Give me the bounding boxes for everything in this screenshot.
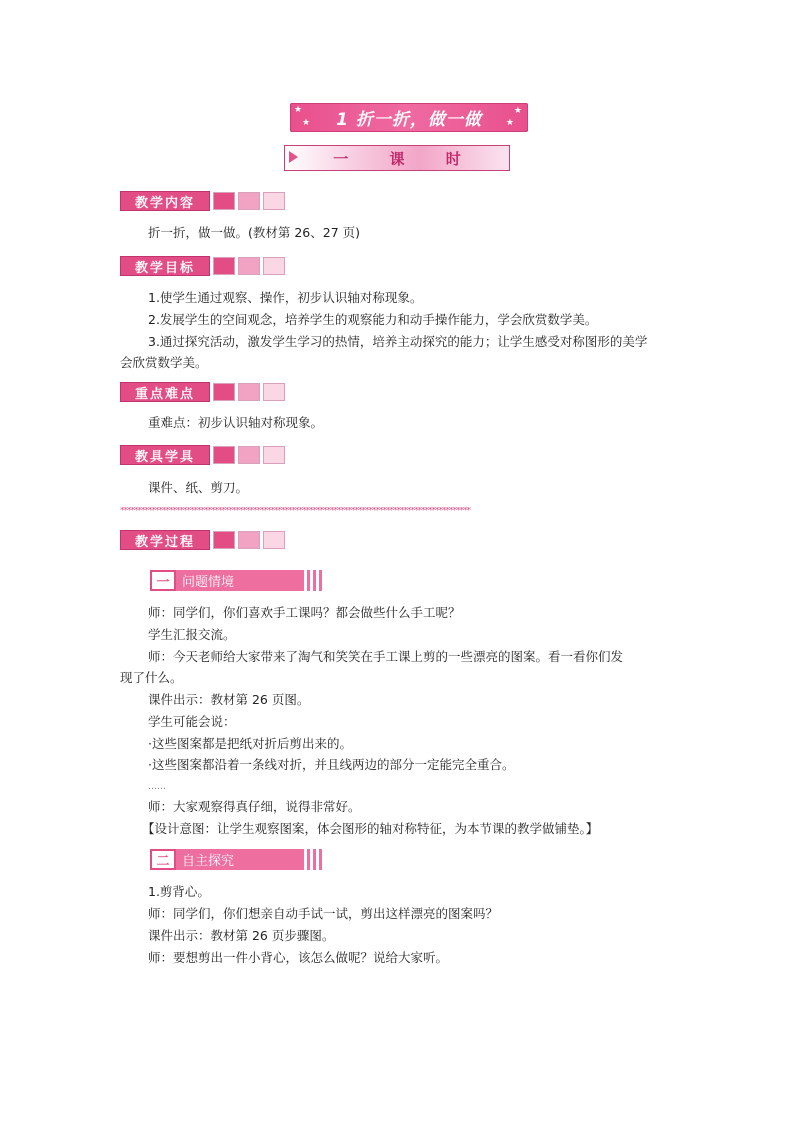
step-number: 二 xyxy=(150,849,176,870)
decor-stripe xyxy=(307,570,310,591)
step2-line: 1.剪背心。 xyxy=(148,884,210,899)
section-header-goals xyxy=(120,256,285,276)
step-number: 一 xyxy=(150,570,176,591)
decor-square xyxy=(238,257,260,275)
step-banner-1 xyxy=(150,570,322,591)
decor-square xyxy=(263,446,285,464)
step1-line: ·这些图案都沿着一条线对折，并且线两边的部分一定能完全重合。 xyxy=(148,757,515,772)
decor-square xyxy=(238,446,260,464)
goal-line: 2.发展学生的空间观念，培养学生的观察能力和动手操作能力，学会欣赏数学美。 xyxy=(148,312,598,327)
step1-line: 师：今天老师给大家带来了淘气和笑笑在手工课上剪的一些漂亮的图案。看一看你们发 xyxy=(148,649,624,664)
goal-line: 3.通过探究活动，激发学生学习的热情，培养主动探究的能力；让学生感受对称图形的美学 xyxy=(148,334,648,349)
section-label: 教学目标 xyxy=(120,256,210,276)
decor-square xyxy=(238,192,260,210)
step-title: 自主探究 xyxy=(176,849,304,870)
decor-stripe xyxy=(307,849,310,870)
step1-line: 现了什么。 xyxy=(120,670,183,685)
decor-square xyxy=(263,383,285,401)
step1-line: 学生可能会说： xyxy=(148,714,236,729)
step-banner-2 xyxy=(150,849,322,870)
decor-square xyxy=(213,531,235,549)
step2-line: 课件出示：教材第 26 页步骤图。 xyxy=(148,928,335,943)
lesson-title: 1 折一折，做一做 xyxy=(336,110,482,130)
step1-design-note: 【设计意图：让学生观察图案，体会图形的轴对称特征，为本节课的教学做铺垫。】 xyxy=(142,821,599,836)
section-label: 教学内容 xyxy=(120,191,210,211)
decor-square xyxy=(213,192,235,210)
star-icon: ★ xyxy=(302,118,311,128)
decor-stripe xyxy=(319,849,322,870)
content-text: 折一折，做一做。(教材第 26、27 页) xyxy=(148,225,361,240)
section-header-tools xyxy=(120,445,285,465)
goal-line: 1.使学生通过观察、操作，初步认识轴对称现象。 xyxy=(148,290,423,305)
step-title: 问题情境 xyxy=(176,570,304,591)
decor-square xyxy=(238,531,260,549)
step2-line: 师：同学们，你们想亲自动手试一试，剪出这样漂亮的图案吗？ xyxy=(148,906,499,921)
decor-square xyxy=(263,531,285,549)
lesson-period-banner xyxy=(284,145,510,171)
tools-text: 课件、纸、剪刀。 xyxy=(148,480,249,495)
step1-line: ·这些图案都是把纸对折后剪出来的。 xyxy=(148,736,352,751)
decor-stripe xyxy=(319,570,322,591)
section-header-content xyxy=(120,191,285,211)
star-divider: **************************************************************************************************** xyxy=(120,507,470,515)
star-icon: ★ xyxy=(505,118,514,128)
arrow-icon xyxy=(289,151,298,163)
lesson-period: 一 课 时 xyxy=(333,149,479,168)
decor-square xyxy=(213,383,235,401)
section-header-process xyxy=(120,530,285,550)
decor-stripe xyxy=(313,849,316,870)
decor-square xyxy=(263,257,285,275)
star-icon: ★ xyxy=(294,105,303,115)
decor-square xyxy=(213,446,235,464)
section-label: 重点难点 xyxy=(120,382,210,402)
step1-line: 师：大家观察得真仔细，说得非常好。 xyxy=(148,799,361,814)
step1-line: 学生汇报交流。 xyxy=(148,627,236,642)
step2-line: 师：要想剪出一件小背心，该怎么做呢？说给大家听。 xyxy=(148,950,449,965)
star-icon: ★ xyxy=(513,106,522,116)
decor-stripe xyxy=(313,570,316,591)
keypoints-text: 重难点：初步认识轴对称现象。 xyxy=(148,415,324,430)
section-label: 教具学具 xyxy=(120,445,210,465)
section-label: 教学过程 xyxy=(120,530,210,550)
goal-line: 会欣赏数学美。 xyxy=(120,355,208,370)
step1-line: 课件出示：教材第 26 页图。 xyxy=(148,692,310,707)
decor-square xyxy=(263,192,285,210)
decor-square xyxy=(238,383,260,401)
step1-line: 师：同学们，你们喜欢手工课吗？都会做些什么手工呢？ xyxy=(148,605,461,620)
decor-square xyxy=(213,257,235,275)
section-header-keypoints xyxy=(120,382,285,402)
step1-line: …… xyxy=(148,782,166,792)
lesson-title-banner xyxy=(290,103,528,132)
